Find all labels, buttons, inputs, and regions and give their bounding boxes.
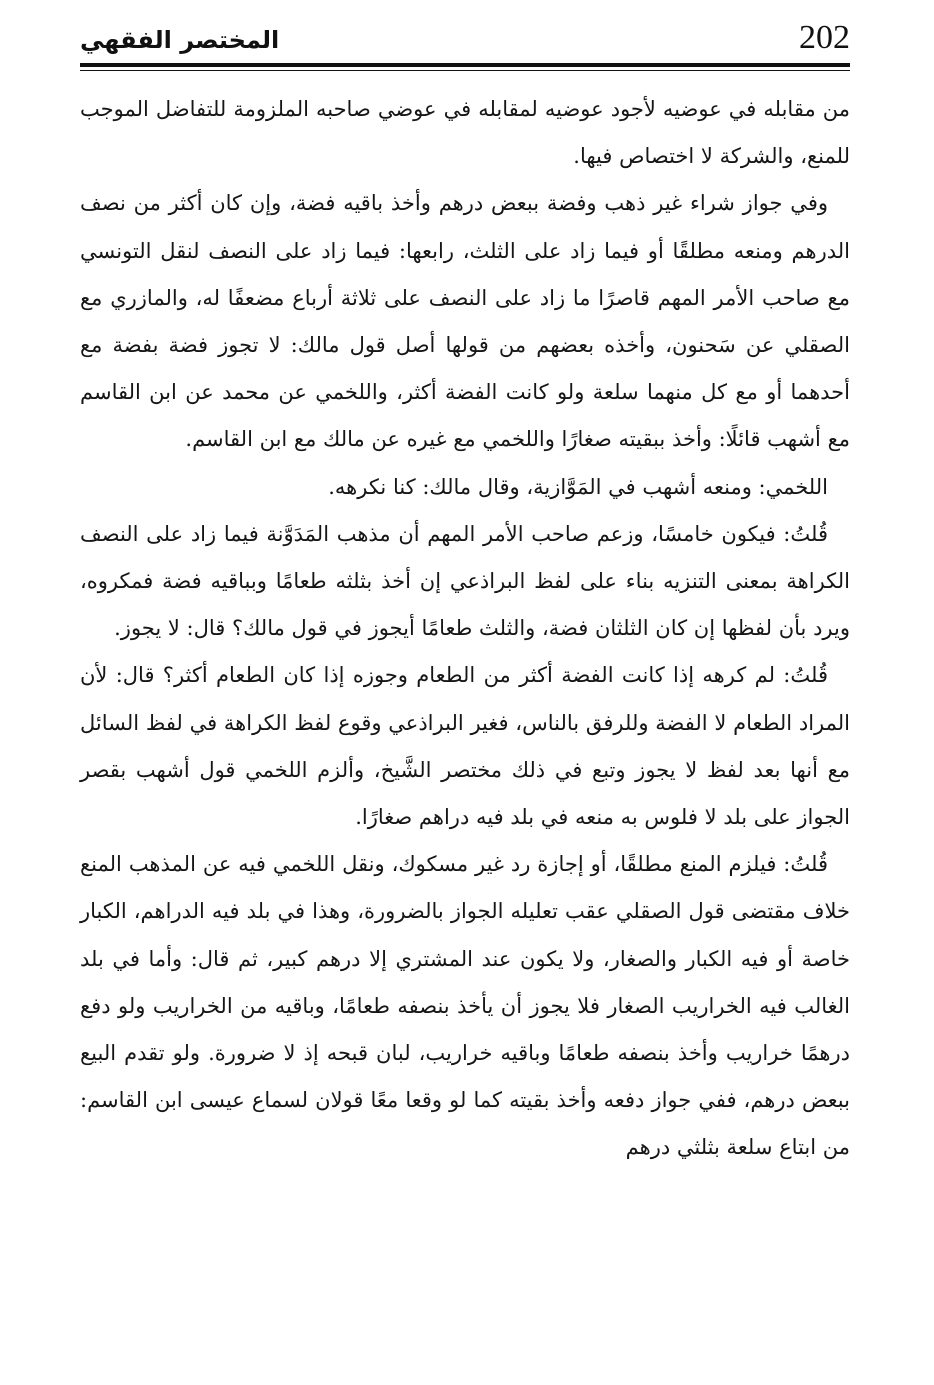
paragraph-1: من مقابله في عوضيه لأجود عوضيه لمقابله في عوضي صاحبه الملزومة للتفاضل الموجب للمنع، والشركة لا اختصاص فيها. [80,97,850,169]
paragraph-5: قُلتُ: لم كرهه إذا كانت الفضة أكثر من الطعام وجوزه إذا كان الطعام أكثر؟ قال: لأن المراد الطعام لا الفضة وللرفق بالناس، فغير البراذعي وقوع لفظ الكراهة في لفظ السائل مع أنها بعد لفظ لا يجوز وتبع في ذلك مختصر الشَّيخ، وألزم اللخمي قول أشهب بقصر الجواز على بلد لا فلوس به منعه في بلد فيه دراهم صغارًا. [80,663,850,830]
body-text [80,86,850,1172]
page-header [80,16,850,66]
paragraph-6: قُلتُ: فيلزم المنع مطلقًا، أو إجازة رد غير مسكوك، ونقل اللخمي فيه عن المذهب المنع خلاف مقتضى قول الصقلي عقب تعليله الجواز بالضرورة، وهذا في بلد فيه الدراهم، الكبار خاصة أو فيه الكبار والصغار، ولا يكون عند المشتري إلا درهم كبير، ثم قال: وأما في بلد الغالب فيه الخراريب الصغار فلا يجوز أن يأخذ بنصفه طعامًا، وباقيه من الخراريب ولو دفع درهمًا خراريب وأخذ بنصفه طعامًا وباقيه خراريب، لبان قبحه إذ لا ضرورة. ولو تقدم البيع ببعض درهم، ففي جواز دفعه وأخذ بقيته كما لو وقعا معًا قولان لسماع عيسى ابن القاسم: من ابتاع سلعة بثلثي درهم [80,852,850,1160]
header-rule-thin [80,70,850,71]
header-rule-thick [80,63,850,67]
page-number: 202 [799,19,850,56]
paragraph-3: اللخمي: ومنعه أشهب في المَوَّازية، وقال مالك: كنا نكرهه. [328,474,828,499]
paragraph-2: وفي جواز شراء غير ذهب وفضة ببعض درهم وأخذ باقيه فضة، وإن كان أكثر من نصف الدرهم ومنعه مطلقًا أو فيما زاد على الثلث، رابعها: فيما زاد على النصف لنقل التونسي مع صاحب الأمر المهم قاصرًا ما زاد على النصف على ثلاثة أرباع مضعفًا له، والمازري مع الصقلي عن سَحنون، وأخذه بعضهم من قولها أصل قول مالك: لا تجوز فضة بفضة مع أحدهما أو مع كل منهما سلعة ولو كانت الفضة أكثر، واللخمي عن محمد عن ابن القاسم مع أشهب قائلًا: وأخذ ببقيته صغارًا واللخمي مع غيره عن مالك مع ابن القاسم. [80,191,850,452]
running-title: المختصر الفقهي [80,26,280,54]
paragraph-4: قُلتُ: فيكون خامسًا، وزعم صاحب الأمر المهم أن مذهب المَدَوَّنة فيما زاد على النصف الكراهة بمعنى التنزيه بناء على لفظ البراذعي إن أخذ بثلثه طعامًا وبباقيه فضة فمكروه، ويرد بأن لفظها إن كان الثلثان فضة، والثلث طعامًا أيجوز في قول مالك؟ قال: لا يجوز. [80,521,850,641]
